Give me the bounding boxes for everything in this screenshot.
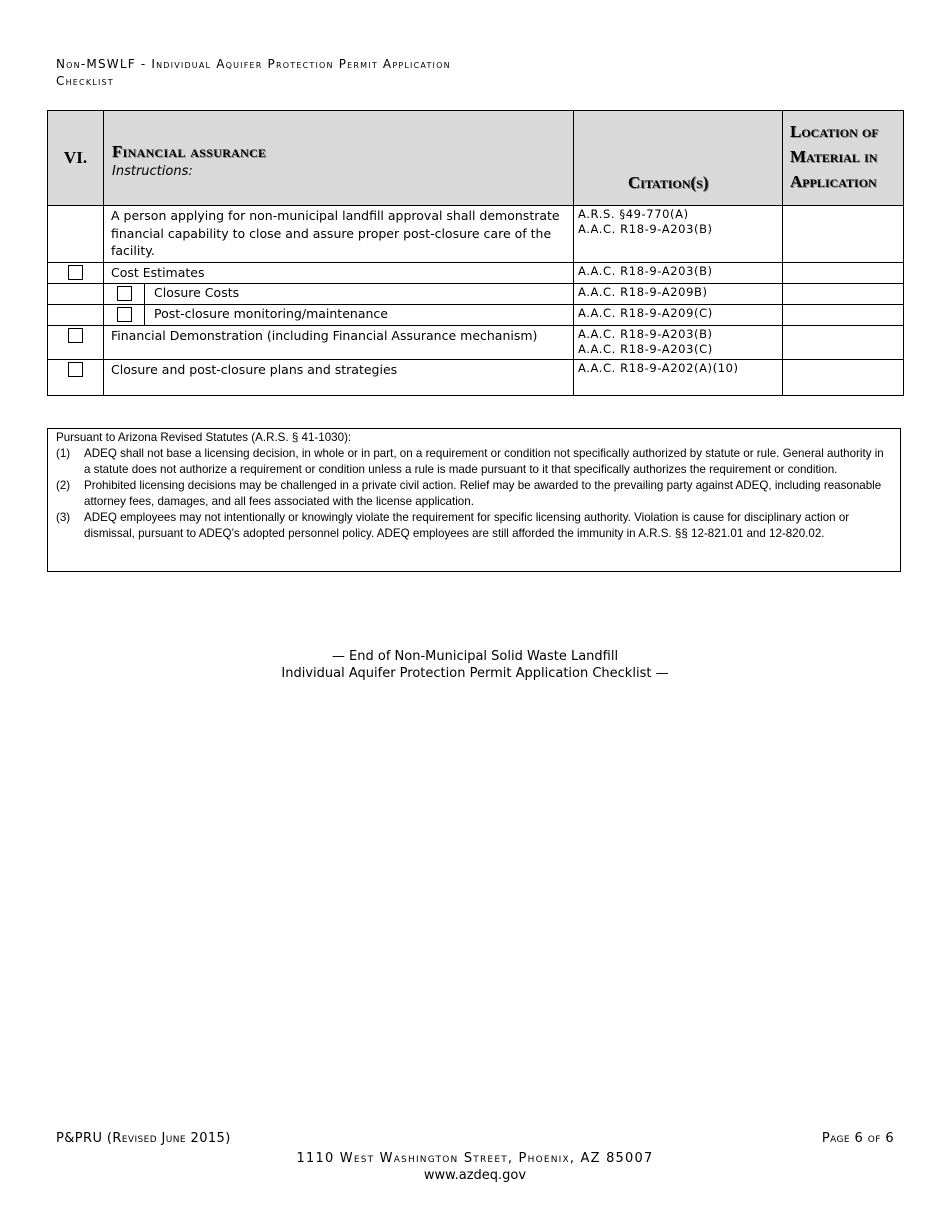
- checkbox-cell-empty: [48, 206, 104, 263]
- table-row: [48, 360, 904, 396]
- row-citation: [574, 206, 783, 263]
- statute-item-number: (1): [56, 447, 71, 460]
- citation-line: A.R.S. §49-770(A): [578, 207, 689, 221]
- table-row: [48, 326, 904, 360]
- footer-address-block: [0, 1150, 950, 1184]
- instructions-label: Instructions:: [112, 163, 193, 179]
- location-input-cell[interactable]: [783, 284, 904, 305]
- financial-demonstration-checkbox[interactable]: [68, 328, 83, 343]
- location-input-cell[interactable]: [783, 360, 904, 396]
- sub-row-cell: [104, 305, 574, 326]
- checkbox-cell: [48, 326, 104, 360]
- row-citation: A.A.C. R18-9-A209(C): [574, 305, 783, 326]
- statute-item-text: ADEQ shall not base a licensing decision, in whole or in part, on a requirement or condition not specifically authorized by statute or rule. General authority in a statute does not authorize a requirement or condition unless a rule is made pursuant to it that specifically authorizes the requirement or condition.: [84, 447, 884, 476]
- location-input-cell[interactable]: [783, 326, 904, 360]
- end-of-checklist-note: [0, 648, 950, 682]
- row-citation: [574, 326, 783, 360]
- table-header-row: [48, 111, 904, 206]
- citation-line: A.A.C. R18-9-A203(B): [578, 327, 713, 341]
- statute-item: [56, 478, 892, 510]
- closure-plans-checkbox[interactable]: [68, 362, 83, 377]
- citation-line: A.A.C. R18-9-A203(B): [578, 222, 713, 236]
- statute-item-number: (3): [56, 511, 71, 524]
- row-citation: A.A.C. R18-9-A209B): [574, 284, 783, 305]
- statute-item: [56, 446, 892, 478]
- footer-page-number: Page 6 of 6: [821, 1131, 894, 1146]
- footer-address: 1110 West Washington Street, Phoenix, AZ 85007: [296, 1151, 654, 1166]
- table-row: [48, 262, 904, 284]
- end-note-line: Individual Aquifer Protection Permit Application Checklist —: [281, 666, 669, 681]
- document-header: [56, 56, 451, 90]
- row-description: Financial Demonstration (including Financial Assurance mechanism): [104, 326, 574, 360]
- row-description: A person applying for non-municipal landfill approval shall demonstrate financial capability to close and assure proper post-closure care of the facility.: [104, 206, 574, 263]
- row-citation: A.A.C. R18-9-A203(B): [574, 262, 783, 284]
- sub-row-cell: [104, 284, 574, 305]
- statute-item-text: ADEQ employees may not intentionally or knowingly violate the requirement for specific licensing authority. Violation is cause for disciplinary action or dismissal, pursuant to ADEQ’s adopted personnel policy. ADEQ employees are still afforded the immunity in A.R.S. §§ 12-821.01 and 12-820.02.: [84, 511, 850, 540]
- footer-revision: P&PRU (Revised June 2015): [56, 1131, 231, 1146]
- checkbox-cell-empty: [48, 305, 104, 326]
- header-title: Non-MSWLF - Individual Aquifer Protection Permit Application: [56, 57, 451, 71]
- statute-item-number: (2): [56, 479, 71, 492]
- closure-costs-checkbox[interactable]: [117, 286, 132, 301]
- section-title-cell: [104, 111, 574, 206]
- statute-item-text: Prohibited licensing decisions may be challenged in a private civil action. Relief may be awarded to the prevailing party against ADEQ, including reasonable attorney fees, damages, and all fees associated with the license application.: [84, 479, 882, 508]
- row-description: Closure Costs: [154, 285, 240, 300]
- row-description: Closure and post-closure plans and strategies: [104, 360, 574, 396]
- row-description: Post-closure monitoring/maintenance: [154, 306, 388, 321]
- section-number: VI.: [48, 111, 104, 206]
- location-header: [783, 111, 904, 206]
- checkbox-cell: [48, 262, 104, 284]
- cost-estimates-checkbox[interactable]: [68, 265, 83, 280]
- end-note-line: — End of Non-Municipal Solid Waste Landfill: [331, 649, 619, 664]
- post-closure-checkbox[interactable]: [117, 307, 132, 322]
- header-subtitle: Checklist: [56, 74, 114, 88]
- footer-website[interactable]: www.azdeq.gov: [423, 1168, 527, 1183]
- checkbox-cell: [48, 360, 104, 396]
- statute-intro: Pursuant to Arizona Revised Statutes (A.R.S. § 41-1030):: [56, 431, 352, 444]
- location-header-line: Application: [790, 172, 877, 191]
- location-input-cell[interactable]: [783, 305, 904, 326]
- table-row: [48, 284, 904, 305]
- checkbox-cell-empty: [48, 284, 104, 305]
- citation-line: A.A.C. R18-9-A203(C): [578, 342, 713, 356]
- location-header-line: Material in: [790, 147, 878, 166]
- statute-item: [56, 510, 892, 542]
- location-header-line: Location of: [790, 122, 879, 141]
- section-title: Financial assurance: [112, 141, 267, 161]
- row-citation: A.A.C. R18-9-A202(A)(10): [574, 360, 783, 396]
- row-description: Cost Estimates: [104, 262, 574, 284]
- location-input-cell[interactable]: [783, 262, 904, 284]
- financial-assurance-table: [47, 110, 904, 396]
- table-row: [48, 206, 904, 263]
- citation-header: Citation(s): [574, 111, 783, 206]
- statute-notice-box: [47, 428, 901, 572]
- table-row: [48, 305, 904, 326]
- location-input-cell[interactable]: [783, 206, 904, 263]
